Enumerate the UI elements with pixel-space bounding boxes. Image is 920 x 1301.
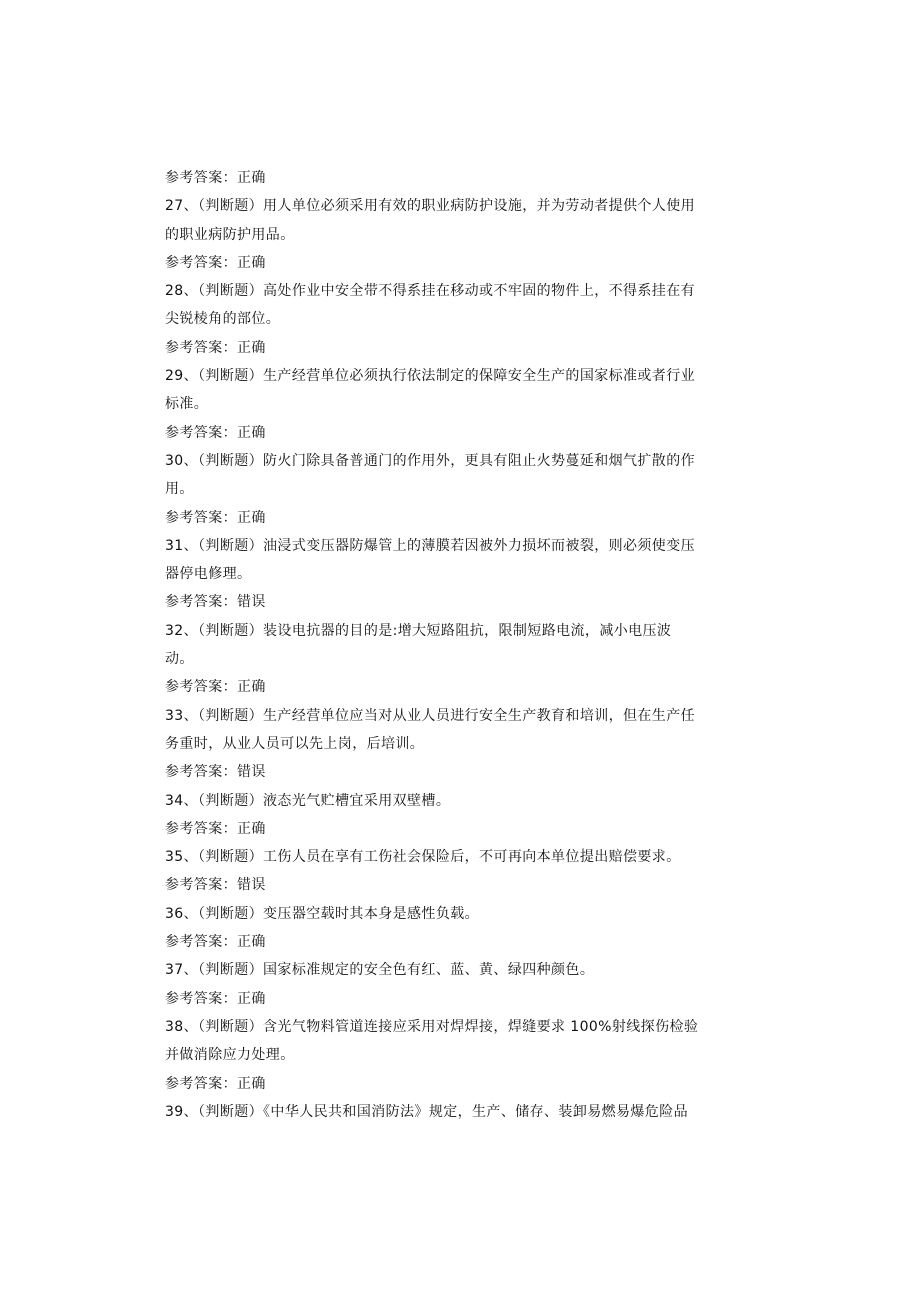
question-text-line: 27、（判断题）用人单位必须采用有效的职业病防护设施，并为劳动者提供个人使用 bbox=[165, 198, 696, 215]
answer-label: 参考答案： bbox=[165, 170, 237, 186]
answer-value: 错误 bbox=[237, 764, 266, 781]
answer-value: 正确 bbox=[237, 509, 266, 526]
answer-label: 参考答案： bbox=[165, 877, 237, 894]
answer-label: 参考答案： bbox=[165, 990, 237, 1007]
question-text-line: 39、（判断题）《中华人民共和国消防法》规定，生产、储存、装卸易燃易爆危险品 bbox=[165, 1103, 689, 1120]
answer-line bbox=[165, 164, 745, 192]
question-text-line: 35、（判断题）工伤人员在享有工伤社会保险后，不可再向本单位提出赔偿要求。 bbox=[165, 849, 681, 866]
question-text-line: 务重时，从业人员可以先上岗，后培训。 bbox=[165, 735, 425, 752]
answer-label: 参考答案： bbox=[165, 679, 237, 696]
answer-label: 参考答案： bbox=[165, 1075, 237, 1092]
question-text-line: 36、（判断题）变压器空载时其本身是感性负载。 bbox=[165, 905, 480, 922]
question-text-line: 31、（判断题）油浸式变压器防爆管上的薄膜若因被外力损坏而被裂，则必须使变压 bbox=[165, 537, 696, 554]
question-text-line: 28、（判断题）高处作业中安全带不得系挂在移动或不牢固的物件上，不得系挂在有 bbox=[165, 283, 696, 300]
answer-value: 错误 bbox=[237, 594, 266, 611]
question-list bbox=[165, 164, 745, 1126]
answer-label: 参考答案： bbox=[165, 254, 237, 271]
answer-label: 参考答案： bbox=[165, 594, 237, 611]
answer-label: 参考答案： bbox=[165, 509, 237, 526]
answer-line bbox=[165, 928, 745, 956]
answer-line bbox=[165, 758, 745, 786]
question-text-line: 并做消除应力处理。 bbox=[165, 1047, 295, 1064]
answer-label: 参考答案： bbox=[165, 764, 237, 781]
question-text-line: 37、（判断题）国家标准规定的安全色有红、蓝、黄、绿四种颜色。 bbox=[165, 962, 595, 979]
answer-label: 参考答案： bbox=[165, 820, 237, 837]
question-text-line: 动。 bbox=[165, 651, 194, 668]
answer-value: 正确 bbox=[237, 820, 266, 837]
answer-line bbox=[165, 815, 745, 843]
answer-value: 正确 bbox=[237, 1075, 266, 1092]
answer-line bbox=[165, 985, 745, 1013]
answer-value: 错误 bbox=[237, 877, 266, 894]
answer-line bbox=[165, 673, 745, 701]
answer-value: 正确 bbox=[237, 679, 266, 696]
answer-value: 正确 bbox=[237, 934, 266, 951]
answer-label: 参考答案： bbox=[165, 934, 237, 951]
answer-label: 参考答案： bbox=[165, 424, 237, 441]
answer-line bbox=[165, 588, 745, 616]
answer-line bbox=[165, 249, 745, 277]
question-text-line: 38、（判断题）含光气物料管道连接应采用对焊焊接，焊缝要求 100%射线探伤检验 bbox=[165, 1018, 699, 1035]
question-text-line: 30、（判断题）防火门除具备普通门的作用外，更具有阻止火势蔓延和烟气扩散的作 bbox=[165, 452, 696, 469]
answer-value: 正确 bbox=[237, 254, 266, 271]
answer-value: 正确 bbox=[237, 339, 266, 356]
question-text-line: 用。 bbox=[165, 481, 194, 498]
question-text-line: 32、（判断题）装设电抗器的目的是:增大短路阻抗，限制短路电流，减小电压波 bbox=[165, 622, 672, 639]
answer-value: 正确 bbox=[237, 424, 266, 441]
answer-line bbox=[165, 419, 745, 447]
question-text-line: 器停电修理。 bbox=[165, 566, 252, 583]
question-text-line: 33、（判断题）生产经营单位应当对从业人员进行安全生产教育和培训，但在生产任 bbox=[165, 707, 696, 724]
question-text-line: 尖锐棱角的部位。 bbox=[165, 311, 281, 328]
answer-value: 正确 bbox=[237, 170, 266, 186]
question-text-line: 34、（判断题）液态光气贮槽宜采用双壁槽。 bbox=[165, 792, 451, 809]
answer-line bbox=[165, 871, 745, 899]
answer-line bbox=[165, 334, 745, 362]
answer-label: 参考答案： bbox=[165, 339, 237, 356]
question-text-line: 的职业病防护用品。 bbox=[165, 226, 295, 243]
question-text-line: 29、（判断题）生产经营单位必须执行依法制定的保障安全生产的国家标准或者行业 bbox=[165, 368, 696, 385]
question-text-line: 标准。 bbox=[165, 396, 209, 413]
answer-line bbox=[165, 1070, 745, 1098]
answer-line bbox=[165, 504, 745, 532]
answer-value: 正确 bbox=[237, 990, 266, 1007]
